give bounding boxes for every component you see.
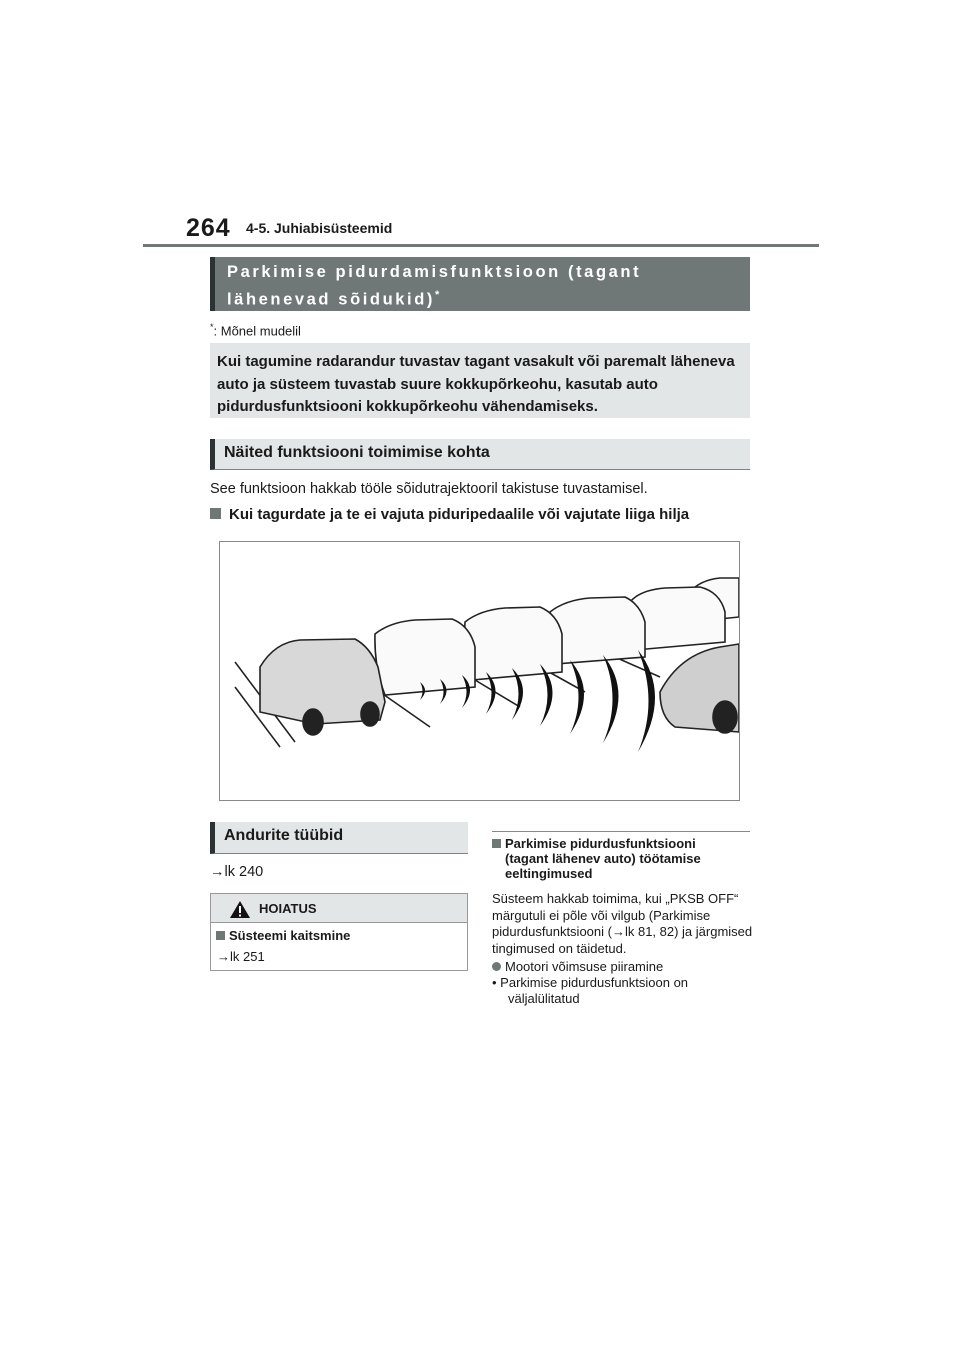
footnote xyxy=(210,322,301,338)
approaching-car xyxy=(660,644,739,733)
warning-header xyxy=(211,894,467,923)
footnote-text: : Mõnel mudelil xyxy=(213,323,301,339)
warning-title: HOIATUS xyxy=(259,901,317,916)
conditions-heading xyxy=(492,836,750,881)
warning-subheading xyxy=(216,928,350,943)
reversing-car-illustration xyxy=(220,542,739,800)
section-title xyxy=(210,257,750,311)
circle-bullet-icon xyxy=(492,962,501,971)
square-bullet-icon xyxy=(492,839,501,848)
footnote-marker: * xyxy=(210,322,214,332)
column-divider xyxy=(492,831,750,832)
examples-heading: Näited funktsiooni toimimise kohta xyxy=(210,439,750,470)
intro-summary-box: Kui tagumine radarandur tuvastav tagant vasakult või paremalt läheneva auto ja süsteem tuvastab suure kokkupõrkeohu, kasutab auto pidurdusfunktsiooni kokkupõrkeohu vähendamiseks. xyxy=(210,343,750,418)
examples-text: See funktsioon hakkab tööle sõidutrajektooril takistuse tuvastamisel. xyxy=(210,481,648,497)
page-number: 264 xyxy=(186,214,231,242)
warning-triangle-icon xyxy=(229,900,251,919)
parking-illustration xyxy=(219,541,740,801)
conditions-bullet-text: Mootori võimsuse piiramine xyxy=(505,959,664,974)
square-bullet-icon xyxy=(216,931,225,940)
warning-box xyxy=(210,893,468,971)
conditions-item-line2: väljalülitatud xyxy=(508,991,580,1006)
conditions-paragraph: Süsteem hakkab toimima, kui „PKSB OFF“ märgutuli ei põle või vilgub (Parkimise pidurdusfunktsiooni (→lk 81, 82) ja järgmised tingimused on täidetud. xyxy=(492,891,753,956)
section-label: 4-5. Juhiabisüsteemid xyxy=(246,220,393,236)
sensors-heading: Andurite tüübid xyxy=(210,822,468,854)
conditions-item-line1: • Parkimise pidurdusfunktsioon on xyxy=(492,975,689,990)
sensors-page-reference[interactable]: →lk 240 xyxy=(210,864,264,880)
conditions-item xyxy=(492,975,688,1007)
conditions-heading-line1: Parkimise pidurdusfunktsiooni xyxy=(505,836,696,851)
conditions-heading-line2: (tagant lähenev auto) töötamise xyxy=(505,851,701,866)
case-heading-text: Kui tagurdate ja te ei vajuta piduripedaalile või vajutate liiga hilja xyxy=(229,506,690,523)
section-title-text: Parkimise pidurdamisfunktsioon (tagant lähenevad sõidukid) xyxy=(227,263,642,309)
conditions-heading-line3: eeltingimused xyxy=(505,866,593,881)
header-divider xyxy=(143,244,819,247)
case-heading xyxy=(210,506,689,523)
warning-page-reference[interactable]: →lk 251 xyxy=(217,949,265,964)
warning-subheading-text: Süsteemi kaitsmine xyxy=(229,928,351,943)
conditions-bullet xyxy=(492,959,663,974)
title-footnote-marker: * xyxy=(435,289,440,301)
square-bullet-icon xyxy=(210,508,221,519)
